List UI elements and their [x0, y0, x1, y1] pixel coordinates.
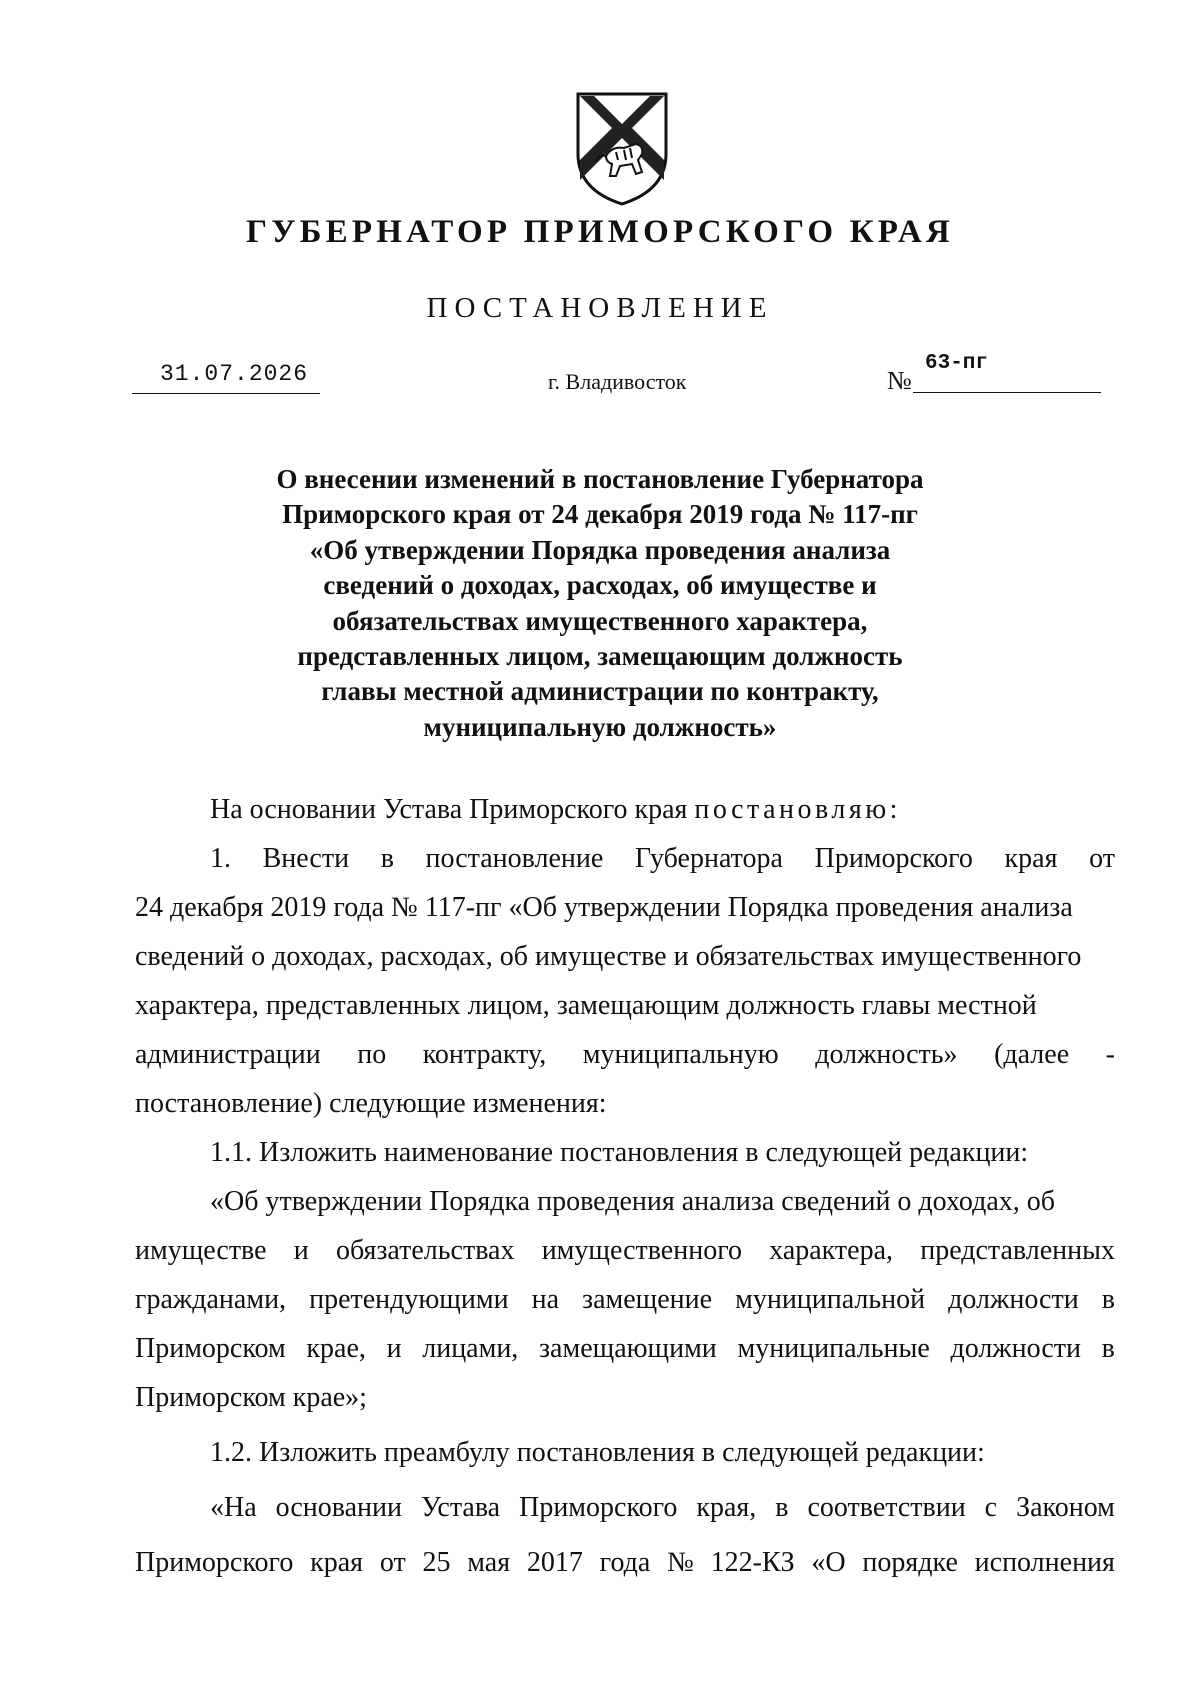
quote-1-line: Приморском крае»;: [135, 1382, 367, 1413]
word: муниципальной: [735, 1284, 926, 1315]
word: 25: [422, 1547, 451, 1578]
word: на: [531, 1284, 560, 1315]
word: мая: [467, 1547, 511, 1578]
paragraph-1-line: характера, представленных лицом, замещающим должность главы местной: [135, 990, 1037, 1021]
word: -: [1105, 1039, 1115, 1070]
quote-2-line: [210, 1492, 1115, 1524]
word: Законом: [1016, 1492, 1115, 1523]
word: и: [386, 1333, 402, 1364]
paragraph-1-line: [210, 843, 1115, 875]
word: контракту,: [422, 1039, 547, 1070]
word: 122-КЗ: [710, 1547, 795, 1578]
subject-line: Приморского края от 24 декабря 2019 года № 117-пг: [282, 499, 918, 530]
word: от: [379, 1547, 406, 1578]
document-date: 31.07.2026: [160, 361, 309, 387]
word: постановление: [425, 843, 604, 874]
paragraph-1-2: 1.2. Изложить преамбулу постановления в следующей редакции:: [210, 1437, 985, 1468]
word: должности: [948, 1284, 1079, 1315]
quote-1-line: [135, 1333, 1115, 1365]
word: в: [380, 843, 394, 874]
word: в: [775, 1492, 789, 1523]
city-label: г. Владивосток: [548, 369, 687, 394]
date-field: [132, 363, 320, 394]
word: в: [1101, 1333, 1115, 1364]
paragraph-1-line: сведений о доходах, расходах, об имуществе и обязательствах имущественного: [135, 941, 1082, 972]
paragraph-1-line: [135, 1039, 1115, 1071]
quote-1-line: [135, 1235, 1115, 1267]
word: в: [1101, 1284, 1115, 1315]
word: №: [667, 1547, 694, 1578]
subject-line: обязательствах имущественного характера,: [332, 605, 868, 636]
word: крае,: [306, 1333, 366, 1364]
subject-line: «Об утверждении Порядка проведения анализа: [309, 534, 891, 565]
subject-line: О внесении изменений в постановление Губернатора: [276, 464, 924, 494]
word: замещение: [582, 1284, 713, 1315]
word: претендующими: [309, 1284, 509, 1315]
subject-line: сведений о доходах, расходах, об имуществе и: [323, 570, 877, 601]
document-type: ПОСТАНОВЛЕНИЕ: [426, 292, 774, 324]
authority-title: ГУБЕРНАТОР ПРИМОРСКОГО КРАЯ: [246, 214, 954, 250]
quote-2-line: [135, 1547, 1115, 1579]
paragraph-1-line: постановление) следующие изменения:: [135, 1088, 607, 1119]
word: края,: [696, 1492, 757, 1523]
subject-line: главы местной администрации по контракту,: [321, 676, 879, 707]
preamble-text: На основании Устава Приморского края: [210, 794, 688, 825]
document-subject: [200, 462, 1000, 745]
word: муниципальные: [737, 1333, 930, 1364]
word: обязательствах: [335, 1235, 515, 1266]
word: Приморском: [135, 1333, 286, 1364]
word: «О: [811, 1547, 846, 1578]
number-sign: №: [887, 366, 912, 395]
subject-line: представленных лицом, замещающим должность: [297, 641, 903, 672]
word: и: [293, 1235, 309, 1266]
word: основании: [275, 1492, 402, 1523]
word: муниципальную: [582, 1039, 779, 1070]
word: гражданами,: [135, 1284, 287, 1315]
word: замещающими: [539, 1333, 717, 1364]
word: «На: [210, 1492, 257, 1523]
document-number: 63-пг: [925, 352, 989, 375]
word: края: [1004, 843, 1058, 874]
word: 1.: [210, 843, 231, 874]
paragraph-1-line: 24 декабря 2019 года № 117-пг «Об утверждении Порядка проведения анализа: [135, 892, 1073, 923]
preamble-decision: постановляю:: [694, 794, 901, 825]
paragraph-1-1: 1.1. Изложить наименование постановления в следующей редакции:: [210, 1137, 1029, 1168]
word: должность»: [815, 1039, 958, 1070]
coat-of-arms-icon: [572, 90, 672, 208]
word: соответствии: [807, 1492, 966, 1523]
word: имущественного: [541, 1235, 742, 1266]
preamble: [210, 794, 901, 826]
word: от: [1089, 843, 1115, 874]
word: порядке: [862, 1547, 958, 1578]
word: исполнения: [974, 1547, 1115, 1578]
word: года: [599, 1547, 651, 1578]
word: с: [984, 1492, 998, 1523]
word: характера,: [769, 1235, 893, 1266]
word: Приморского: [135, 1547, 294, 1578]
quote-1-line: «Об утверждении Порядка проведения анализа сведений о доходах, об: [210, 1186, 1056, 1217]
number-underline: [913, 392, 1101, 393]
word: (далее: [994, 1039, 1070, 1070]
word: Губернатора: [634, 843, 783, 874]
word: по: [357, 1039, 387, 1070]
word: Внести: [262, 843, 350, 874]
word: Устава: [420, 1492, 501, 1523]
quote-1-line: [135, 1284, 1115, 1316]
word: Приморского: [519, 1492, 678, 1523]
word: лицами,: [422, 1333, 519, 1364]
word: должности: [950, 1333, 1081, 1364]
subject-line: муниципальную должность»: [423, 711, 777, 742]
word: края: [310, 1547, 364, 1578]
word: 2017: [526, 1547, 583, 1578]
word: представленных: [920, 1235, 1115, 1266]
word: Приморского: [814, 843, 973, 874]
word: администрации: [135, 1039, 321, 1070]
word: имуществе: [135, 1235, 267, 1266]
